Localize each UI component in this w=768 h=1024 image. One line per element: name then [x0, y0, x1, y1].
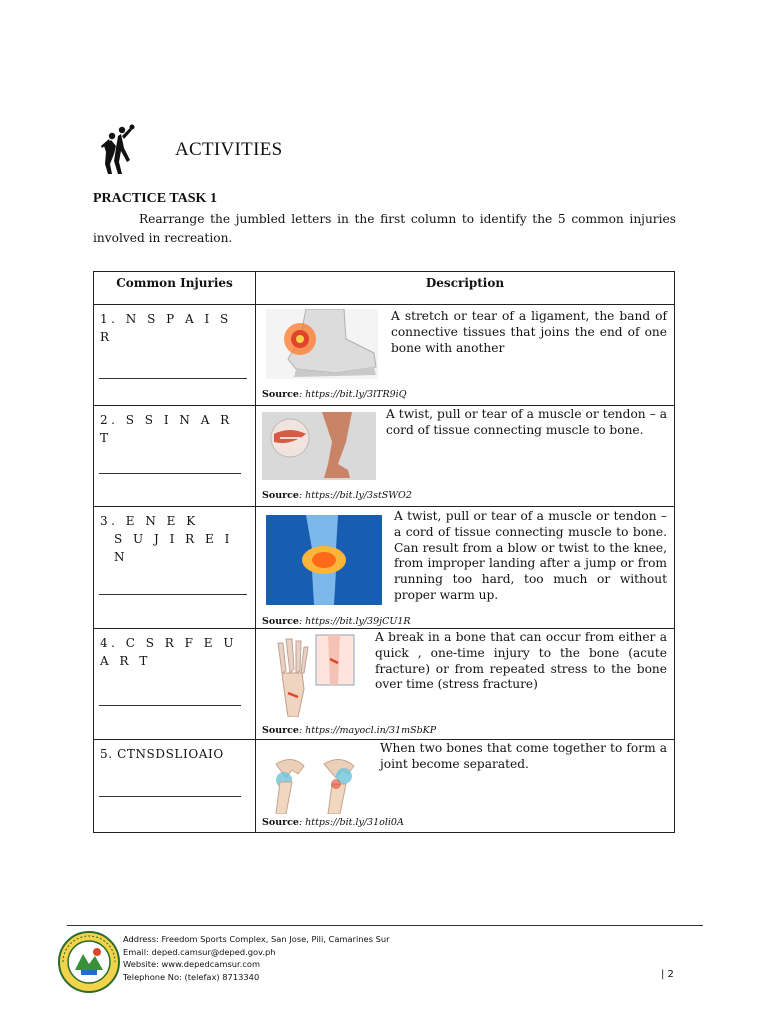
- source-link[interactable]: : https://mayocl.in/31mSbKP: [298, 725, 437, 736]
- table-header-row: [94, 272, 675, 305]
- table-row: [94, 629, 675, 740]
- source-label: Source: [262, 817, 299, 828]
- task-instructions: Rearrange the jumbled letters in the first column to identify the 5 common injuries involved in recreation.: [93, 212, 676, 245]
- image-source: [262, 817, 404, 828]
- footer-telephone: Telephone No: (telefax) 8713340: [123, 971, 260, 982]
- jumbled-word-cell: [94, 507, 256, 629]
- deped-seal-logo: [57, 930, 121, 994]
- table-row: [94, 305, 675, 406]
- jumbled-word-line2: S U J I R E I N: [114, 532, 233, 564]
- footer-divider: [67, 925, 703, 926]
- header-description: Description: [256, 272, 675, 305]
- table-row: [94, 507, 675, 629]
- answer-line[interactable]: [99, 705, 241, 706]
- description-cell: [256, 406, 675, 507]
- jumbled-word: 1. N S P A I S R: [100, 312, 232, 344]
- jumbled-word: 3. E N E K: [100, 514, 199, 528]
- source-label: Source: [262, 616, 299, 627]
- jumbled-word-cell: [94, 305, 256, 406]
- jumbled-word: 2. S S I N A R T: [100, 413, 233, 445]
- image-source: [262, 389, 407, 400]
- source-link[interactable]: : https://bit.ly/39jCU1R: [298, 616, 411, 627]
- strained-leg-image: [262, 412, 376, 480]
- injuries-table: [93, 271, 675, 833]
- jumbled-word-cell: [94, 629, 256, 740]
- source-label: Source: [262, 490, 299, 501]
- sprained-ankle-image: [266, 309, 378, 379]
- page-number: | 2: [661, 969, 674, 980]
- players-icon: [100, 124, 136, 176]
- description-cell: [256, 740, 675, 833]
- shoulder-dislocation-image: [262, 754, 372, 814]
- table-row: [94, 406, 675, 507]
- injury-description: A stretch or tear of a ligament, the band of connective tissues that joins the end of one bone with another: [391, 309, 667, 355]
- description-cell: [256, 507, 675, 629]
- image-source: [262, 490, 412, 501]
- footer-contact: [123, 933, 390, 983]
- header-common-injuries: Common Injuries: [94, 272, 256, 305]
- image-source: [262, 616, 411, 627]
- fracture-xray-image: [272, 633, 358, 717]
- jumbled-word: 4. C S R F E U A R T: [100, 636, 237, 668]
- injury-description: A break in a bone that can occur from either a quick , one-time injury to the bone (acute fracture) or from repeated stress to the bone over time (stress fracture): [375, 630, 667, 692]
- answer-line[interactable]: [99, 378, 247, 379]
- description-cell: [256, 305, 675, 406]
- source-link[interactable]: : https://bit.ly/3lTR9iQ: [298, 389, 407, 400]
- footer-address: Address: Freedom Sports Complex, San Jose, Pili, Camarines Sur: [123, 934, 390, 944]
- table-row: [94, 740, 675, 833]
- answer-line[interactable]: [99, 796, 241, 797]
- injury-description: When two bones that come together to form a joint become separated.: [380, 741, 667, 771]
- footer-email[interactable]: Email: deped.camsur@deped.gov.ph: [123, 946, 276, 957]
- image-source: [262, 725, 436, 736]
- section-title: ACTIVITIES: [175, 139, 283, 160]
- source-link[interactable]: : https://bit.ly/3stSWO2: [298, 490, 412, 501]
- task-heading: PRACTICE TASK 1: [93, 191, 217, 206]
- source-link[interactable]: : https://bit.ly/31oli0A: [298, 817, 404, 828]
- injury-description: A twist, pull or tear of a muscle or tendon – a cord of tissue connecting muscle to bone.: [386, 407, 667, 437]
- description-cell: [256, 629, 675, 740]
- answer-line[interactable]: [99, 473, 241, 474]
- injury-description: A twist, pull or tear of a muscle or tendon – a cord of tissue connecting muscle to bone. Can result from a blow or twist to the knee, from improper landing after a jump or from running too hard, too much or without proper warm up.: [394, 509, 667, 602]
- answer-line[interactable]: [99, 594, 247, 595]
- source-label: Source: [262, 389, 299, 400]
- jumbled-word: 5. CTNSDSLIOAIO: [100, 747, 224, 761]
- source-label: Source: [262, 725, 299, 736]
- knee-injury-image: [266, 515, 382, 605]
- jumbled-word-cell: [94, 406, 256, 507]
- jumbled-word-cell: [94, 740, 256, 833]
- footer-website[interactable]: Website: www.depedcamsur.com: [123, 959, 261, 970]
